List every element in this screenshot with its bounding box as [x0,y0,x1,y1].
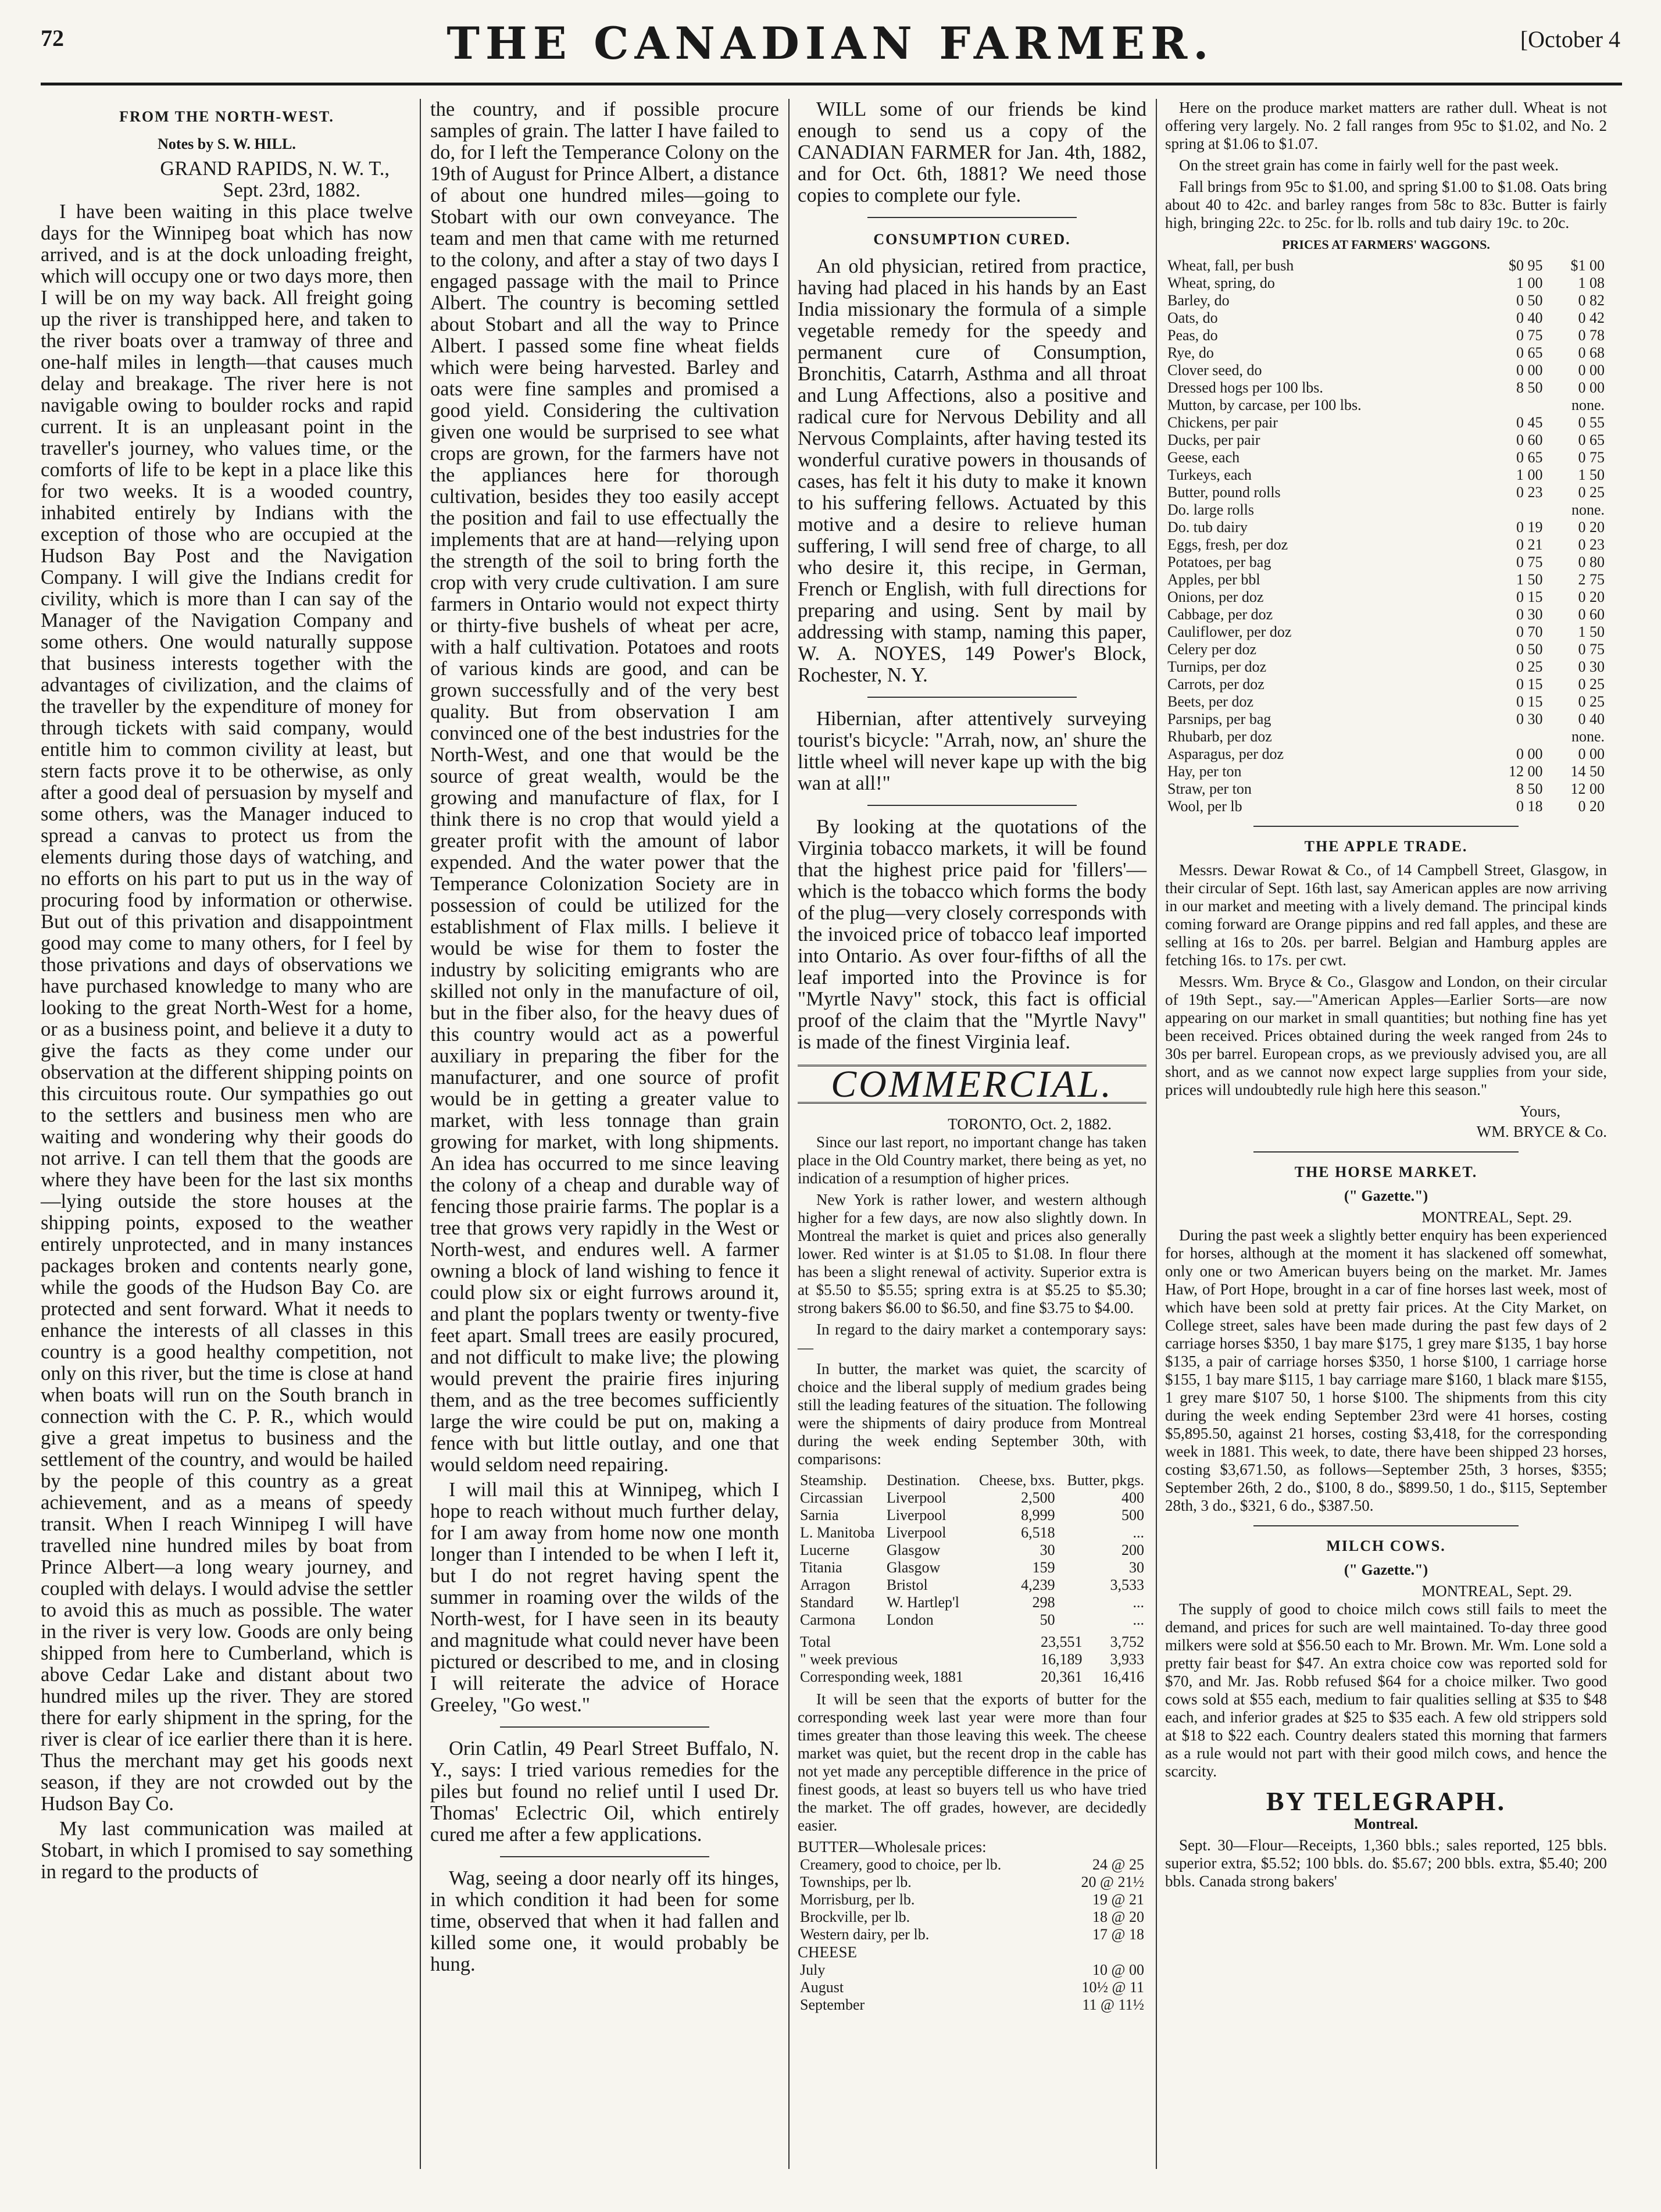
table-cell: 0 21 [1516,536,1543,553]
separator [500,1856,709,1857]
table-cell: Glasgow [886,1559,941,1576]
table-row [798,1891,1146,1908]
table-row [798,1542,1146,1559]
letter-signature: WM. BRYCE & Co. [1476,1123,1607,1140]
table-cell: 2,500 [1021,1489,1055,1506]
table-cell: none. [1571,728,1605,745]
table-cell: 0 00 [1578,362,1605,379]
table-cell: Mutton, by carcase, per 100 lbs. [1167,397,1362,413]
table-cell: 0 65 [1516,344,1543,361]
table-cell: London [886,1611,934,1628]
table-cell: Wheat, spring, do [1167,274,1275,291]
dateline: MONTREAL, Sept. 29. [1421,1582,1572,1600]
table-cell: 0 00 [1578,379,1605,396]
table-row [798,1576,1146,1594]
table-cell: Rye, do [1167,344,1214,361]
article-source: (" Gazette.") [1344,1561,1428,1578]
table-row [798,1507,1146,1524]
table-cell: 0 60 [1578,606,1605,623]
separator [867,697,1077,698]
table-cell: 0 75 [1578,449,1605,466]
table-row [798,1594,1146,1611]
table-header-row [798,1472,1146,1489]
table-row [1165,658,1607,676]
table-cell: 0 20 [1578,798,1605,815]
table-row [1165,623,1607,641]
table-cell: 0 82 [1578,292,1605,309]
table-cell: 0 19 [1516,519,1543,536]
table-cell [1483,397,1545,414]
table-cell: 0 15 [1516,676,1543,693]
table-cell: 0 40 [1578,711,1605,727]
table-row [798,1633,1146,1651]
table-cell: 24 @ 25 [1092,1856,1144,1873]
separator [867,805,1077,806]
table-cell: 12 00 [1509,763,1543,780]
table-cell: none. [1571,397,1605,413]
table-cell: Wool, per lb [1167,798,1242,815]
table-cell: 1 00 [1516,274,1543,291]
farmers-waggon-prices-table [1165,257,1607,815]
article-heading: MILCH COWS. [1326,1537,1446,1554]
article-paragraph: Messrs. Dewar Rowat & Co., of 14 Campbell Street, Glasgow, in their circular of Sept. 16th last, say American apples are now arriving in our market and meeting with a lively demand. The principal kinds coming forward are Orange pippins and red fall apples, and these are selling at 16s to 20s. per barrel. Belgian and Hamburg apples are fetching 16s. to 17s. per cwt. [1165,861,1607,969]
table-cell: 0 65 [1516,449,1543,466]
table-cell: Butter, pound rolls [1167,484,1281,501]
table-row [798,1856,1146,1874]
table-cell: 0 75 [1578,641,1605,658]
article-paragraph: My last communication was mailed at Stobart, in which I promised to say something in regard to the products of [41,1818,413,1883]
table-row [1165,536,1607,554]
issue-date: [October 4 [1520,26,1620,52]
table-cell: 400 [1121,1489,1144,1506]
separator [1253,826,1519,827]
table-cell [1483,728,1545,745]
table-row [1165,780,1607,798]
totals-table [798,1633,1146,1686]
table-cell: 0 25 [1516,658,1543,675]
table-cell: 8,999 [1021,1507,1055,1524]
table-cell: Sarnia [800,1507,839,1524]
table-cell: Dressed hogs per 100 lbs. [1167,379,1323,396]
table-row [1165,501,1607,519]
table-cell: Peas, do [1167,327,1218,344]
table-cell: Potatoes, per bag [1167,554,1271,570]
advert-paragraph: An old physician, retired from practice, having had placed in his hands by an East India missionary the formula of a simple vegetable remedy for the speedy and permanent cure of Consumption, Bronchitis, Catarrh, Asthma and all throat and Lung Affections, also a positive and radical cure for Nervous Debility and all Nervous Complaints, after having tested its wonderful curative powers in thousands of cases, has felt it his duty to make it known to his suffering fellows. Actuated by this motive and a desire to relieve human suffering, I will send free of charge, to all who desire it, this recipe, in German, French or English, with full directions for preparing and using. Sent by mail by addressing with stamp, naming this paper, W. A. NOYES, 149 Power's Block, Rochester, N. Y. [798,255,1146,686]
article-heading: THE HORSE MARKET. [1294,1164,1478,1180]
masthead-rule [41,83,1622,85]
masthead-title: THE CANADIAN FARMER. [446,17,1215,69]
table-cell: 0 75 [1516,327,1543,344]
table-cell: 8 50 [1516,780,1543,797]
separator [1253,1151,1519,1153]
table-row [1165,309,1607,327]
table-cell: 0 80 [1578,554,1605,570]
table-cell: 0 30 [1516,606,1543,623]
table-cell: Beets, per doz [1167,693,1254,710]
dateline-date: Sept. 23rd, 1882. [223,179,360,201]
table-cell: 298 [1032,1594,1055,1611]
anecdote-paragraph: Wag, seeing a door nearly off its hinges, in which condition it had been for some time, observed that when it had fallen and killed some one, it would probably be hung. [430,1867,779,1975]
table-row [798,1489,1146,1507]
table-cell: Total [800,1633,831,1650]
table-row [1165,745,1607,763]
table-cell: 0 50 [1516,292,1543,309]
table-row [1165,274,1607,292]
table-cell: L. Manitoba [800,1524,875,1541]
article-heading: THE APPLE TRADE. [1304,838,1468,855]
table-cell: 23,551 [1040,1633,1083,1650]
table-cell: Celery per doz [1167,641,1257,658]
table-cell: Straw, per ton [1167,780,1252,797]
table-row [798,1668,1146,1686]
column-divider [788,99,790,2169]
separator [867,217,1077,218]
table-cell: Titania [800,1559,842,1576]
advert-paragraph: Orin Catlin, 49 Pearl Street Buffalo, N. Y., says: I tried various remedies for the piles but found no relief until I used Dr. Thomas' Eclectric Oil, which entirely cured me after a few applications. [430,1738,779,1846]
table-row [1165,606,1607,623]
table-cell: Townships, per lb. [800,1874,912,1890]
table-row [1165,379,1607,397]
market-paragraph: Fall brings from 95c to $1.00, and spring $1.00 to $1.08. Oats bring about 40 to 42c. and barley ranges from 58c to 83c. Butter is fairly high, bringing 22c. to 25c. for lb. rolls and tub dairy 19c. to 20c. [1165,178,1607,231]
table-cell: Carmona [800,1611,856,1628]
table-cell: 0 75 [1516,554,1543,570]
table-cell: 0 25 [1578,484,1605,501]
table-cell: Wheat, fall, per bush [1167,257,1294,274]
column-3 [798,99,1146,2014]
table-cell: 0 15 [1516,588,1543,605]
table-cell: Oats, do [1167,309,1218,326]
table-row [1165,588,1607,606]
table-cell: none. [1571,501,1605,518]
cheese-heading: CHEESE [798,1943,858,1961]
market-paragraph: New York is rather lower, and western although higher for a few days, are now also slightly down. In Montreal the market is quiet and prices also generally lower. Red winter is at $1.05 to $1.08. In flour there has been a slight renewal of activity. Superior extra is at $5.50 to $5.55; spring extra is at $5.25 to $5.30; strong bakers $6.00 to $6.50, and fine $3.75 to $4.00. [798,1191,1146,1317]
table-cell: 20 @ 21½ [1081,1874,1144,1890]
table-cell: Corresponding week, 1881 [800,1668,963,1685]
table-cell: 2 75 [1578,571,1605,588]
table-row [798,1908,1146,1926]
table-row [1165,693,1607,711]
table-cell: Arragon [800,1576,851,1593]
table-cell: 12 00 [1570,780,1605,797]
table-cell: 30 [1129,1559,1144,1576]
market-paragraph: In regard to the dairy market a contemporary says:— [798,1321,1146,1356]
column-1 [41,99,413,1886]
letter-closing: Yours, [1519,1103,1560,1120]
table-cell: 200 [1121,1542,1144,1558]
table-row [1165,519,1607,536]
column-2 [430,99,779,1979]
table-cell: 0 40 [1516,309,1543,326]
table-cell: 11 @ 11½ [1082,1996,1144,2013]
table-row [798,1996,1146,2014]
table-cell: $1 00 [1570,257,1605,274]
table-cell: 0 68 [1578,344,1605,361]
table-cell: Clover seed, do [1167,362,1262,379]
column-4 [1165,99,1607,1894]
section-title-commercial: COMMERCIAL. [798,1065,1146,1104]
article-paragraph: I have been waiting in this place twelve days for the Winnipeg boat which has now arrived, and is at the dock unloading freight, which will occupy one or two days more, then I will be on my way back. All freight going up the river is transhipped here, and taken to the river boats over a tramway of three and one-half miles in length—that causes much delay and breakage. The river here is not navigable owing to boulder rocks and rapid current. It is an unpleasant point in the traveller's journey, who values time, or the comforts of life to be kept in a place like this for two weeks. It is a wooded country, inhabited entirely by Indians with the exception of those who are occupied at the Hudson Bay Post and the Navigation Company. I will give the Indians credit for civility, which is more than I can say of the Manager of the Navigation Company and some others. One would naturally suppose that business interests together with the advantages of civilization, and the claims of the traveller by the expenditure of money for through tickets with said company, would entitle him to common civility at least, but stern facts prove it to be otherwise, as only after a good deal of persuasion by myself and some others, was the Manager induced to spread a canvas to protect us from the elements during those days of watching, and no efforts on his part to put us in the way of procuring food by information or otherwise. But out of this privation and disappointment good may come to many others, for I feel by those privations and days of observations we have purchased knowledge to many who are looking to the great North-West for a home, or as a business point, and believe it a duty to give the facts as they come under our observation at the different shipping points on this circuitous route. Our sympathies go out to the settlers and business men who are waiting and wondering why their goods do not arrive. I can tell them that the goods are where they have been for the last six months—lying outside the store houses at the shipping points, exposed to the weather entirely unprotected, and in many instances packages broken and contents nearly gone, while the goods of the Hudson Bay Co. are protected and sent forward. What it needs to enhance the interests of all classes in this country is a good healthy competition, not only on this river, but the time is close at hand when boats will run on the South branch in connection with the C. P. R., which would give a great impetus to business and the settlement of the country, and would be hailed by the people of this country as a great achievement, and as a means of speedy transit. When I reach Winnipeg I will have travelled nine hundred miles by boat from Prince Albert—a long weary journey, and coupled with delays. I would advise the settler to avoid this as much as possible. The water in the river is very low. Goods are only being shipped from here to Cumberland, which is above Cedar Lake and distant about two hundred miles up the river. They are stored there for early shipment in the spring, for the river is clear of ice earlier there than it is here. Thus the merchant may get his goods next season, if they are not crowded out by the Hudson Bay Co. [41,201,413,1815]
page-number: 72 [41,25,64,51]
table-cell: 50 [1040,1611,1055,1628]
table-cell: 0 20 [1578,519,1605,536]
column-divider [1156,99,1157,2169]
article-heading: FROM THE NORTH-WEST. [119,108,334,125]
anecdote-paragraph: Hibernian, after attentively surveying tourist's bicycle: "Arrah, now, an' shure the little wheel will never kape up with the big wan at all!" [798,708,1146,794]
table-cell: 0 15 [1516,693,1543,710]
table-row [798,1961,1146,1979]
market-paragraph: Here on the produce market matters are rather dull. Wheat is not offering very largely. No. 2 fall ranges from 95c to $1.02, and No. 2 spring at $1.06 to $1.07. [1165,99,1607,152]
table-cell: W. Hartlep'l [886,1594,959,1611]
table-cell: Geese, each [1167,449,1240,466]
table-cell: Lucerne [800,1542,850,1558]
table-header: Cheese, bxs. [978,1472,1055,1489]
table-row [798,1874,1146,1891]
table-cell: Liverpool [886,1489,946,1506]
table-cell: Liverpool [886,1507,946,1524]
table-cell: 16,416 [1102,1668,1144,1685]
table-cell: Apples, per bbl [1167,571,1260,588]
table-cell: 3,533 [1110,1576,1144,1593]
table-cell: 3,752 [1110,1633,1144,1650]
table-cell: ... [1133,1594,1144,1611]
table-row [1165,431,1607,449]
table-cell: 1 50 [1578,466,1605,483]
table-cell: Eggs, fresh, per doz [1167,536,1288,553]
table-row [798,1651,1146,1668]
table-row [1165,362,1607,379]
table-cell: Parsnips, per bag [1167,711,1271,727]
article-paragraph: I will mail this at Winnipeg, which I hope to reach without much further delay, for I am away from home now one month longer than I intended to be when I left it, but I do not regret having spent the summer in roaming over the wilds of the North-west, for I have seen in its beauty and magnitude what could never have been pictured or described to me, and in closing I will reiterate the advice of Horace Greeley, "Go west." [430,1479,779,1716]
table-cell: 500 [1121,1507,1144,1524]
telegraph-place: Montreal. [1354,1815,1418,1832]
article-paragraph: Sept. 30—Flour—Receipts, 1,360 bbls.; sales reported, 125 bbls. superior extra, $5.52; 100 bbls. do. $5.67; 200 bbls. extra, $5.40; 200 bbls. Canada strong bakers' [1165,1836,1607,1890]
article-heading: CONSUMPTION CURED. [873,231,1071,248]
table-cell: ... [1133,1524,1144,1541]
table-cell: 3,933 [1110,1651,1144,1668]
table-cell: 4,239 [1021,1576,1055,1593]
table-row [1165,676,1607,693]
butter-heading: BUTTER—Wholesale prices: [798,1838,987,1856]
table-row [1165,711,1607,728]
table-cell: Brockville, per lb. [800,1908,910,1925]
table-cell: 0 00 [1516,745,1543,762]
table-cell: ... [1133,1611,1144,1628]
table-cell: 20,361 [1040,1668,1083,1685]
notice-paragraph: WILL some of our friends be kind enough to send us a copy of the CANADIAN FARMER for Jan. 4th, 1882, and for Oct. 6th, 1881? We need those copies to complete our fyle. [798,98,1146,206]
table-row [1165,571,1607,588]
article-byline: Notes by S. W. HILL. [158,135,296,152]
table-row [1165,728,1607,745]
table-cell: 30 [1040,1542,1055,1558]
separator [500,1726,709,1728]
table-cell: 0 25 [1578,676,1605,693]
cheese-table [798,1961,1146,2014]
section-title-telegraph: BY TELEGRAPH. [1266,1786,1506,1816]
table-cell: Turkeys, each [1167,466,1252,483]
table-cell: Bristol [886,1576,928,1593]
table-cell: Rhubarb, per doz [1167,728,1272,745]
table-cell: July [800,1961,826,1978]
table-cell: Standard [800,1594,854,1611]
table-cell: Do. tub dairy [1167,519,1248,536]
table-cell: 1 50 [1578,623,1605,640]
article-paragraph: Messrs. Wm. Bryce & Co., Glasgow and London, on their circular of 19th Sept., say.—"American Apples—Earlier Sorts—are now appearing on our market in small quantities; but nothing fine has yet been received. Prices obtained during the week ranged from 24s to 30s per barrel. European crops, as we previously advised you, are all short, and as we cannot now expect large supplies from your side, prices will undoubtedly rule high here this season." [1165,973,1607,1098]
table-cell: Creamery, good to choice, per lb. [800,1856,1002,1873]
table-row [1165,798,1607,815]
table-row [798,1979,1146,1996]
table-cell: 0 25 [1578,693,1605,710]
table-cell: 0 20 [1578,588,1605,605]
table-cell [1483,501,1545,519]
table-cell: Liverpool [886,1524,946,1541]
table-cell: 0 30 [1516,711,1543,727]
table-cell: Western dairy, per lb. [800,1926,930,1943]
table-cell: " week previous [800,1651,898,1668]
market-paragraph: It will be seen that the exports of butter for the corresponding week last year were more than four times greater than those leaving this week. The cheese market was quiet, but the recent drop in the cable has not yet made any perceptible difference in the price of finest goods, at least so buyers tell us who have tried the market. The off grades, however, are decidedly easier. [798,1690,1146,1834]
butter-table [798,1856,1146,1943]
separator [1253,1525,1519,1526]
table-cell: 0 60 [1516,431,1543,448]
table-row [1165,414,1607,431]
dateline: MONTREAL, Sept. 29. [1421,1208,1572,1226]
market-paragraph: On the street grain has come in fairly well for the past week. [1179,156,1559,174]
table-header: Steamship. [800,1472,867,1489]
table-row [1165,554,1607,571]
table-cell: 0 18 [1516,798,1543,815]
article-paragraph: The supply of good to choice milch cows still fails to meet the demand, and prices for such are well maintained. To-day three good milkers were sold at $56.50 each to Mr. Brown. Mr. Wm. Lone sold a pretty fair beast for $47. An extra choice cow was reported sold for $70, and Mr. Jas. Robb refused $64 for a choice milker. Two good cows sold at $55 each, medium to fair qualities selling at $35 to $48 each, and inferior grades at $25 to $35 each. A few old strippers sold at $18 to $22 each. Country dealers stated this morning that farmers as a rule would not part with their good milch cows, and hence the scarcity. [1165,1600,1607,1780]
table-cell: 1 50 [1516,571,1543,588]
column-divider [420,99,421,2169]
table-header: Destination. [886,1472,960,1489]
table-row [1165,449,1607,466]
table-cell: September [800,1996,865,2013]
table-cell: 0 00 [1516,362,1543,379]
table-cell: 16,189 [1040,1651,1083,1668]
table-cell: Do. large rolls [1167,501,1254,518]
dateline-place: GRAND RAPIDS, N. W. T., [160,158,390,180]
table-cell: 1 00 [1516,466,1543,483]
table-row [1165,641,1607,658]
table-cell: Glasgow [886,1542,941,1558]
table-cell: Asparagus, per doz [1167,745,1284,762]
table-cell: 0 00 [1578,745,1605,762]
table-cell: 19 @ 21 [1092,1891,1144,1908]
table-row [1165,484,1607,501]
table-cell: Cauliflower, per doz [1167,623,1292,640]
article-paragraph: the country, and if possible procure samples of grain. The latter I have failed to do, for I left the Temperance Colony on the 19th of August for Prince Albert, a distance of about one hundred miles—going to Stobart with our own conveyance. The team and men that came with me returned to the colony, and after a stay of two days I engaged passage with the mail to Prince Albert. The country is becoming settled about Stobart and all the way to Prince Albert. I passed some fine wheat fields which were being harvested. Barley and oats were fine samples and promised a good yield. Considering the cultivation given one would be surprised to see what crops are grown, for the farmers have not the appliances here for thorough cultivation, besides they too easily accept the position and fail to use effectually the implements that are at hand—relying upon the strength of the soil to bring forth the crop with very crude cultivation. I am sure farmers in Ontario would not expect thirty or thirty-five bushels of wheat per acre, with a half cultivation. Potatoes and roots of various kinds are good, and can be grown successfully and of the very best quality. But from observation I am convinced one of the best industries for the North-West, and one that would be the source of great wealth, would be the growing and manufacture of flax, for I think there is no crop that would yield a greater profit with the amount of labor expended. And the water power that the Temperance Colonization Society are in possession of could be utilized for the establishment of Flax mills. I believe it would be wise for them to foster the industry by soliciting emigrants who are skilled not only in the manufacture of oil, but in the fiber also, for the heavy dues of this country would act as a powerful auxiliary in preparing the fiber for the manufacturer, and one source of profit would be in getting a greater value to market, with less tonnage than grain growing for market, with long shipments. An idea has occurred to me since leaving the colony of a cheap and durable way of fencing those prairie farms. The poplar is a tree that grows very rapidly in the West or North-west, and endures well. A farmer owning a block of land wishing to fence it could plow six or eight furrows around it, and plant the poplars twenty or twenty-five feet apart. Small trees are easily procured, and not difficult to make live; the plowing would prevent the prairie fires injuring them, and as the tree becomes sufficiently large the wire could be put on, making a fence with but little outlay, and one that would seldom need repairing. [430,98,779,1476]
table-cell: 6,518 [1021,1524,1055,1541]
table-row [798,1611,1146,1629]
article-source: (" Gazette.") [1344,1187,1428,1204]
market-paragraph: Since our last report, no important change has taken place in the Old Country market, there being as yet, no indication of a resumption of higher prices. [798,1133,1146,1187]
table-cell: 0 65 [1578,431,1605,448]
table-cell: 10 @ 00 [1092,1961,1144,1978]
table-cell: 17 @ 18 [1092,1926,1144,1943]
market-paragraph: In butter, the market was quiet, the scarcity of choice and the liberal supply of medium grades being still the leading features of the situation. The following were the shipments of dairy produce from Montreal during the week ending September 30th, with comparisons: [798,1360,1146,1468]
table-row [1165,327,1607,344]
table-cell: Morrisburg, per lb. [800,1891,915,1908]
shipments-table [798,1472,1146,1629]
table-cell: 18 @ 20 [1092,1908,1144,1925]
table-cell: 0 23 [1516,484,1543,501]
table-row [1165,292,1607,309]
table-cell: Chickens, per pair [1167,414,1278,431]
table-cell: 0 78 [1578,327,1605,344]
table-cell: $0 95 [1509,257,1543,274]
table-cell: Turnips, per doz [1167,658,1267,675]
table-row [1165,257,1607,274]
table-row [1165,397,1607,414]
table-cell: Ducks, per pair [1167,431,1260,448]
table-cell: 1 08 [1578,274,1605,291]
table-cell: 0 42 [1578,309,1605,326]
table-cell: 14 50 [1570,763,1605,780]
table-cell: 0 30 [1578,658,1605,675]
table-header: Butter, pkgs. [1067,1472,1144,1489]
table-row [798,1524,1146,1542]
table-cell: Barley, do [1167,292,1230,309]
table-row [1165,466,1607,484]
table-cell: Hay, per ton [1167,763,1242,780]
table-cell: Circassian [800,1489,863,1506]
table-cell: Onions, per doz [1167,588,1264,605]
prices-heading: PRICES AT FARMERS' WAGGONS. [1282,237,1490,252]
table-cell: August [800,1979,844,1996]
table-cell: 159 [1032,1559,1055,1576]
table-cell: 8 50 [1516,379,1543,396]
notice-paragraph: By looking at the quotations of the Virginia tobacco markets, it will be found that the highest price paid for 'fillers'—which is the tobacco which forms the body of the plug—very closely corresponds with the invoiced price of tobacco leaf imported into Ontario. As over four-fifths of all the leaf imported into the Province is for "Myrtle Navy" stock, this fact is official proof of the claim that the "Myrtle Navy" is made of the finest Virginia leaf. [798,816,1146,1053]
table-cell: 0 70 [1516,623,1543,640]
table-row [1165,344,1607,362]
table-cell: Cabbage, per doz [1167,606,1273,623]
table-cell: 0 45 [1516,414,1543,431]
article-paragraph: During the past week a slightly better enquiry has been experienced for horses, although at the moment it has slackened off somewhat, only one or two American buyers being on the market. Mr. James Haw, of Port Hope, brought in a car of fine horses last week, most of which have been sold at pretty fair prices. At the City Market, on College street, sales have been made during the past few days of 2 carriage horses $350, 1 bay mare $175, 1 grey mare $135, 1 bay horse $135, a pair of carriage horses $350, 1 horse $100, 1 carriage horse $155, 1 bay mare $115, 1 bay carriage mare $160, 1 black mare $155, 1 grey mare $107 50, 1 horse $100. The shipments from this city during the week ending September 23rd were 41 horses, costing $5,895.50, against 21 horses, costing $3,418, for the corresponding week in 1881. This week, to date, there have been shipped 23 horses, costing $3,671.50, as follows—September 25th, 3 horses, $355; September 26th, 2 do., $100, 8 do., $899.50, 1 do., $115, September 28th, 3 do., $321, 6 do., $387.50. [1165,1226,1607,1514]
table-row [798,1926,1146,1943]
table-row [1165,763,1607,780]
table-cell: 10½ @ 11 [1081,1979,1144,1996]
table-cell: 0 23 [1578,536,1605,553]
dateline: TORONTO, Oct. 2, 1882. [948,1115,1112,1133]
table-cell: 0 55 [1578,414,1605,431]
table-row [798,1559,1146,1576]
table-cell: 0 50 [1516,641,1543,658]
table-cell: Carrots, per doz [1167,676,1264,693]
